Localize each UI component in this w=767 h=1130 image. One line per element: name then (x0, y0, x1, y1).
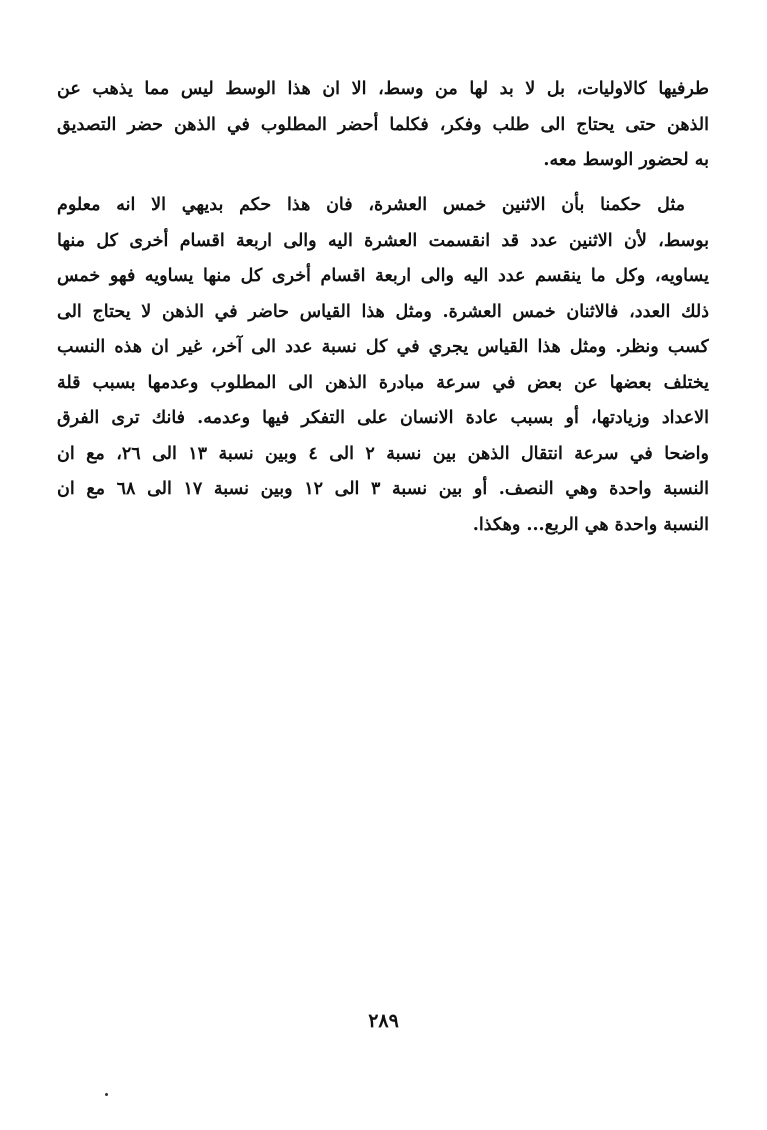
text-line: مثل حكمنا بأن الاثنين خمس العشرة، فان هذا حكم بديهي الا انه معلوم (57, 195, 685, 215)
text-line: كسب ونظر. ومثل هذا القياس يجري في كل نسبة عدد الى آخر، غير ان هذه النسب (57, 337, 709, 357)
text-line: الذهن حتى يحتاج الى طلب وفكر، فكلما أحضر المطلوب في الذهن حضر التصديق (57, 114, 709, 135)
text-line: يساويه، وكل ما ينقسم عدد اليه والى اربعة اقسام أخرى كل منها يساويه فهو خمس (57, 266, 709, 286)
text-line: ذلك العدد، فالاثنان خمس العشرة. ومثل هذا القياس حاضر في الذهن لا يحتاج الى (57, 301, 709, 322)
text-line: طرفيها كالاوليات، بل لا بد لها من وسط، الا ان هذا الوسط ليس مما يذهب عن (57, 79, 709, 99)
text-line: به لحضور الوسط معه. (543, 150, 709, 170)
text-line: النسبة واحدة هي الربع... وهكذا. (472, 514, 709, 535)
text-line: الاعداد وزيادتها، أو بسبب عادة الانسان على التفكر فيها وعدمه. فانك ترى الفرق (57, 408, 709, 428)
text-line: النسبة واحدة وهي النصف. أو بين نسبة ٣ الى ١٢ وبين نسبة ١٧ الى ٦٨ مع ان (57, 479, 709, 499)
page-number: ٢٨٩ (368, 1010, 399, 1032)
scan-speck (105, 1093, 108, 1096)
paragraph-2 (57, 188, 709, 543)
text-line: بوسط، لأن الاثنين عدد قد انقسمت العشرة اليه والى اربعة اقسام أخرى كل منها (57, 230, 709, 251)
text-line: يختلف بعضها عن بعض في سرعة مبادرة الذهن الى المطلوب وعدمها بسبب قلة (57, 372, 709, 393)
text-line: واضحا في سرعة انتقال الذهن بين نسبة ٢ الى ٤ وبين نسبة ١٣ الى ٢٦، مع ان (57, 443, 709, 464)
paragraph-1 (57, 72, 709, 179)
